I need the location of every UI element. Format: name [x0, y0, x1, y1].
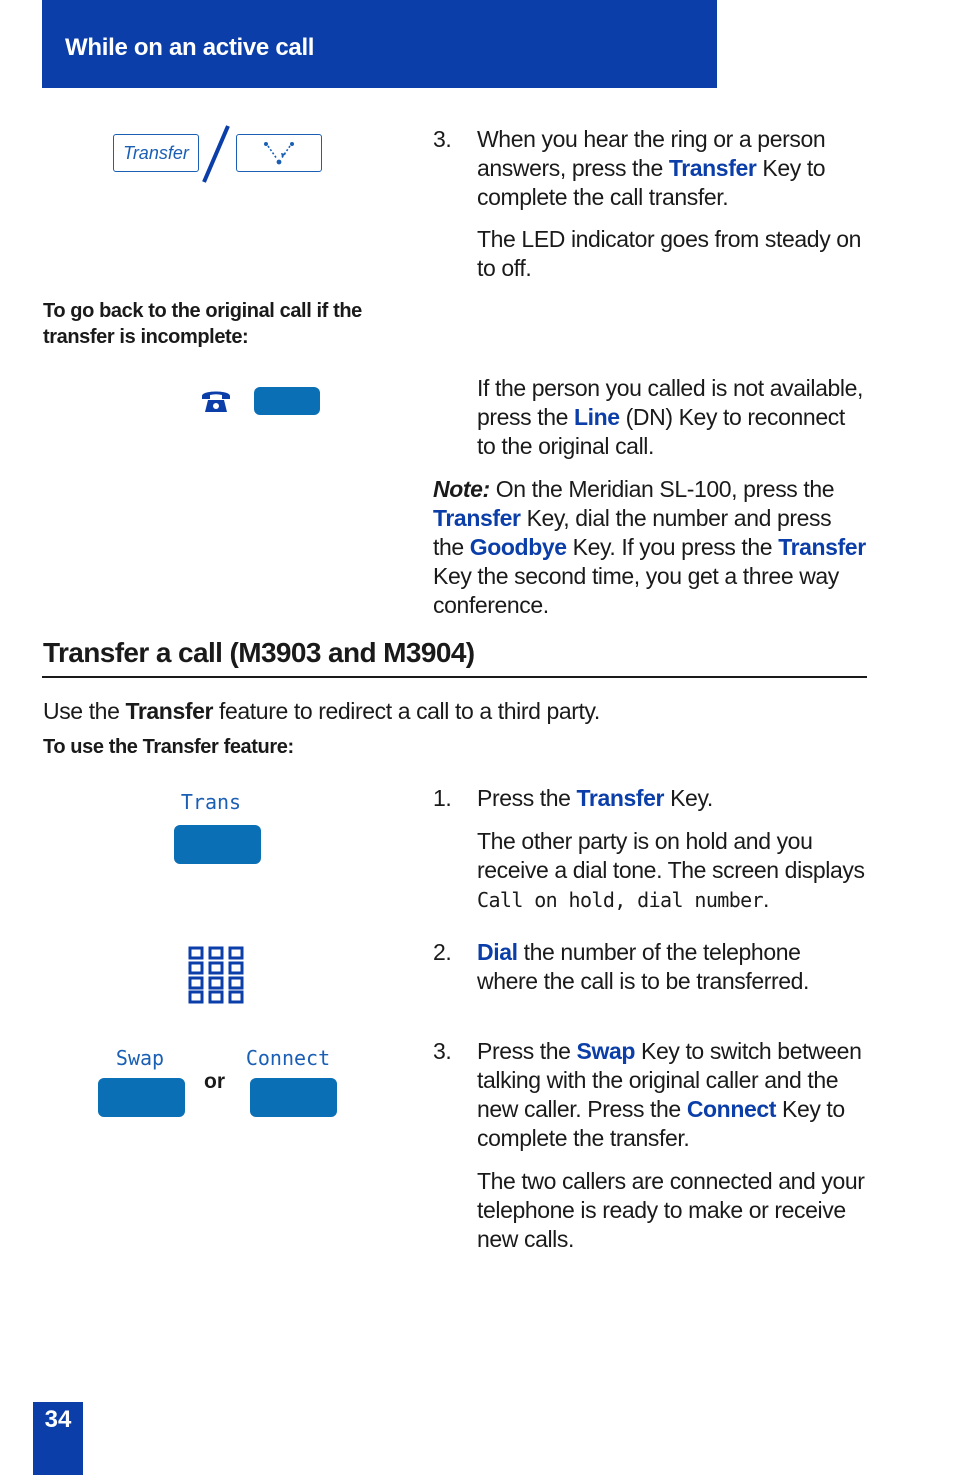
handset-icon [200, 387, 232, 415]
step-detail-text: . [763, 886, 770, 912]
note-text: Key, dial the number and press the [433, 505, 832, 560]
step-3-text [477, 1037, 872, 1153]
note-text: Key the second time, you get a three way conference. [433, 563, 839, 618]
goodbye-key-ref: Goodbye [469, 534, 567, 560]
transfer-key-ref: Transfer [433, 505, 521, 531]
note-text: On the Meridian SL-100, press the [489, 476, 835, 502]
step-3-transfer-text [477, 125, 867, 212]
step-detail-text: The other party is on hold and you receive a dial tone. The screen displays [477, 828, 865, 883]
go-back-heading: To go back to the original call if the transfer is incomplete: [43, 300, 362, 348]
step-number: 1. [433, 785, 452, 811]
connect-key-ref: Connect [686, 1096, 777, 1122]
section-title: Transfer a call (M3903 and M3904) [43, 637, 475, 668]
go-back-text [477, 374, 867, 461]
line-key-ref: Line [574, 404, 620, 430]
swap-key-ref: Swap [576, 1038, 636, 1064]
step-text: Key to complete the call transfer. [477, 155, 826, 210]
transfer-key-ref: Transfer [778, 534, 866, 560]
step-text: Press the [477, 785, 577, 811]
page-number: 34 [44, 1406, 72, 1433]
header-title: While on an active call [65, 34, 315, 61]
or-label: or [204, 1070, 225, 1093]
step-number: 3. [433, 126, 452, 152]
transfer-arrows-icon [237, 135, 321, 171]
slash-divider-icon [200, 124, 232, 184]
step-number: 3. [433, 1038, 452, 1064]
body-text: (DN) Key to reconnect to the original call. [477, 404, 845, 459]
step-text: the number of the telephone where the call is to be transferred. [477, 939, 810, 994]
transfer-feature-ref: Transfer [125, 698, 214, 724]
section-divider [42, 676, 867, 678]
swap-soft-key [98, 1078, 185, 1117]
step-1-text [477, 784, 867, 813]
transfer-key-ref: Transfer [576, 785, 665, 811]
lcd-connect-label: Connect [245, 1046, 331, 1070]
step-text: Key. [664, 785, 713, 811]
dialpad-icon [188, 946, 246, 1004]
step-3-detail: The two callers are connected and your telephone is ready to make or receive new calls. [477, 1168, 865, 1252]
led-indicator-text: The LED indicator goes from steady on to off. [477, 226, 862, 281]
step-1-detail [477, 827, 867, 915]
step-text: Key to switch between talking with the original caller and the new caller. Press the [477, 1038, 862, 1122]
step-text: When you hear the ring or a person answers, press the [477, 126, 826, 181]
feature-key-icon [236, 134, 322, 172]
note-text: Key. If you press the [566, 534, 779, 560]
section-intro [43, 697, 863, 726]
lcd-swap-label: Swap [115, 1046, 165, 1070]
step-2-text [477, 938, 867, 996]
line-key [254, 387, 320, 415]
dial-ref: Dial [477, 939, 518, 965]
trans-soft-key [174, 825, 261, 864]
note-paragraph [433, 475, 867, 620]
screen-message: Call on hold, dial number [477, 888, 764, 912]
step-number: 2. [433, 939, 452, 965]
intro-text: Use the [43, 698, 126, 724]
transfer-key-label: Transfer [123, 143, 189, 163]
step-text: Key to complete the transfer. [477, 1096, 845, 1151]
connect-soft-key [250, 1078, 337, 1117]
body-text: If the person you called is not available, press the [477, 375, 863, 430]
transfer-key-ref: Transfer [668, 155, 757, 181]
note-label: Note: [433, 476, 490, 502]
intro-text: feature to redirect a call to a third party. [213, 698, 600, 724]
lcd-trans-label: Trans [180, 790, 242, 814]
transfer-key-icon [113, 134, 199, 172]
use-transfer-subheading: To use the Transfer feature: [43, 736, 294, 758]
step-text: Press the [477, 1038, 577, 1064]
